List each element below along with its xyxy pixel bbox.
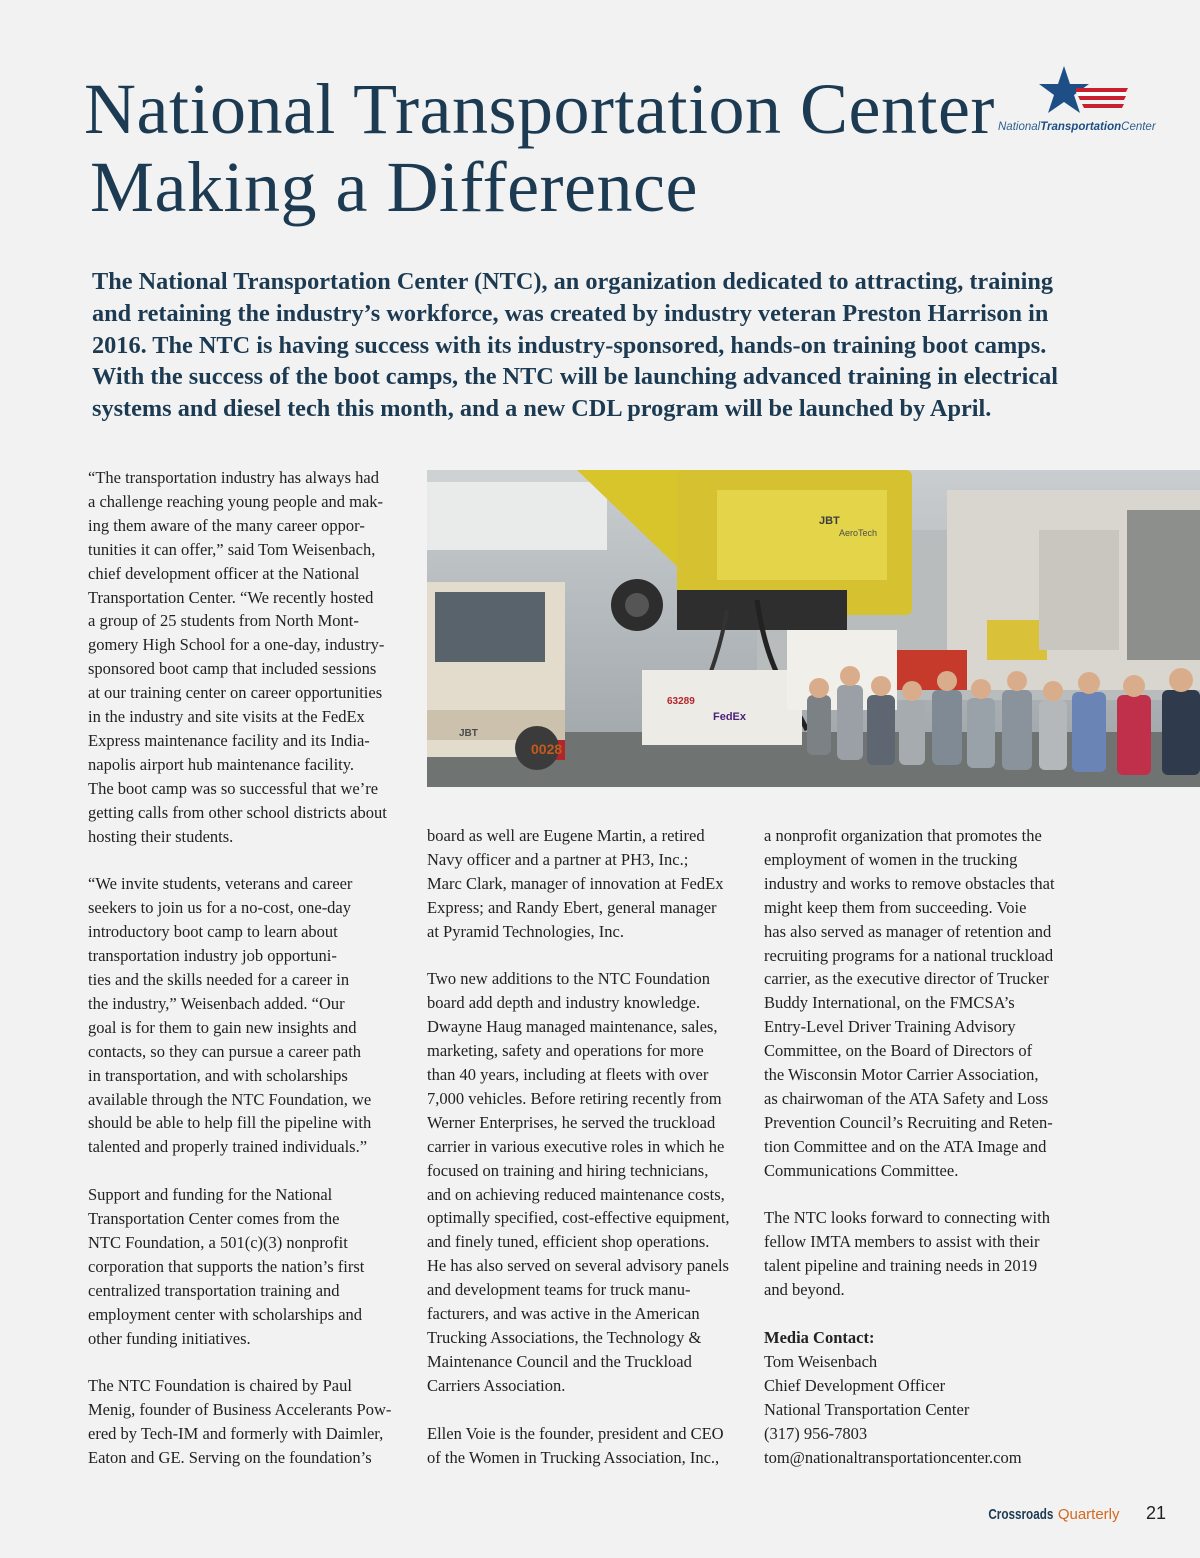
shop-scene-image	[427, 470, 1200, 787]
svg-text:JBT: JBT	[459, 728, 478, 739]
contact-org: National Transportation Center	[764, 1399, 970, 1419]
intro-deck: The National Transportation Center (NTC), an organization dedicated to attracting, training and retaining the industry’s workforce, was created by industry veteran Preston Harrison in 2016. The NTC is having success with its industry-sponsored, hands-on training boot camps. With the success of the boot camps, the NTC will be launching advanced training in electrical systems and diesel tech this month, and a new CDL program will be launched by April.	[92, 268, 1059, 423]
media-contact-heading: Media Contact:	[764, 1328, 875, 1347]
publication-name-bold: Crossroads	[988, 1506, 1054, 1523]
title-line-2: Making a Difference	[90, 147, 698, 227]
paragraph: The NTC looks forward to connecting with fellow IMTA members to assist with their talent pipeline and training needs in 2019 and beyond.	[764, 1208, 1050, 1300]
svg-text:63289: 63289	[667, 696, 695, 707]
body-column-2	[427, 824, 747, 1493]
contact-phone: (317) 956-7803	[764, 1423, 868, 1443]
paragraph: “The transportation industry has always had a challenge reaching young people and mak- ing them aware of the many career oppor- tunities it can offer,” said Tom Weisenbach, chief development officer at the National Transportation Center. “We recently hosted a group of 25 students from North Mont- gomery High School for a one-day, industry- sponsored boot camp that included sessions at our training center on career opportunities in the industry and site visits at the FedEx Express maintenance facility and its India- napolis airport hub maintenance facility. The boot camp was so successful that we’re getting calls from other school districts about hosting their students.	[88, 468, 387, 846]
paragraph: Two new additions to the NTC Foundation board add depth and industry knowledge. Dwayne Haug managed maintenance, sales, marketing, safety and operations for more than 40 years, including at fleets with over 7,000 vehicles. Before retiring recently from Werner Enterprises, he served the truckload carrier in various executive roles in which he focused on training and hiring technicians, and on achieving reduced maintenance costs, optimally specified, cost-effective equipment, and finely tuned, efficient shop operations. He has also served on several advisory panels and development teams for truck manu- facturers, and was active in the American Trucking Associations, the Technology & Maintenance Council and the Truckload Carriers Association.	[427, 969, 730, 1395]
svg-text:FedEx: FedEx	[713, 711, 747, 723]
body-column-3	[764, 824, 1084, 1469]
ntc-logo	[994, 64, 1164, 136]
paragraph: board as well are Eugene Martin, a retired Navy officer and a partner at PH3, Inc.; Marc Clark, manager of innovation at FedEx Express; and Randy Ebert, general manager at Pyramid Technologies, Inc.	[427, 826, 724, 941]
svg-text:0028: 0028	[531, 741, 563, 757]
page-title	[84, 69, 995, 227]
svg-text:AeroTech: AeroTech	[839, 528, 878, 538]
contact-role: Chief Development Officer	[764, 1375, 946, 1395]
title-line-1: National Transportation Center	[84, 69, 995, 149]
paragraph: Ellen Voie is the founder, president and CEO of the Women in Trucking Association, Inc.,	[427, 1423, 724, 1467]
media-contact	[764, 1326, 1084, 1469]
logo-wordmark: NationalTransportationCenter	[998, 121, 1156, 133]
contact-email[interactable]: tom@nationaltransportationcenter.com	[764, 1447, 1022, 1467]
paragraph: “We invite students, veterans and career seekers to join us for a no-cost, one-day introductory boot camp to learn about transportation industry job opportuni- ties and the skills needed for a career in the industry,” Weisenbach added. “Our goal is for them to gain new insights and contacts, so they can pursue a career path in transportation, and with scholarships available through the NTC Foundation, we should be able to help fill the pipeline with talented and properly trained individuals.”	[88, 874, 372, 1157]
training-photo	[427, 470, 1200, 787]
paragraph: The NTC Foundation is chaired by Paul Menig, founder of Business Accelerants Pow- ered by Tech-IM and formerly with Daimler, Eaton and GE. Serving on the foundation’s	[88, 1376, 392, 1468]
star-flag-icon	[1030, 64, 1130, 120]
page-number: 21	[1145, 1503, 1166, 1523]
body-column-1	[88, 466, 408, 1494]
page-footer	[970, 1503, 1166, 1524]
paragraph: Support and funding for the National Transportation Center comes from the NTC Foundation, a 501(c)(3) nonprofit corporation that supports the nation’s first centralized transportation training and employment center with scholarships and other funding initiatives.	[88, 1185, 365, 1348]
contact-name: Tom Weisenbach	[764, 1351, 878, 1371]
publication-name-light: Quarterly	[1057, 1506, 1120, 1523]
paragraph: a nonprofit organization that promotes the employment of women in the trucking industry and works to remove obstacles that might keep them from succeeding. Voie has also served as manager of retention and recruiting programs for a national truckload carrier, as the executive director of Trucker Buddy International, on the FMCSA’s Entry-Level Driver Training Advisory Committee, on the Board of Directors of the Wisconsin Motor Carrier Association, as chairwoman of the ATA Safety and Loss Prevention Council’s Recruiting and Reten- tion Committee and on the ATA Image and Communications Committee.	[764, 826, 1055, 1180]
svg-text:JBT: JBT	[819, 515, 840, 527]
